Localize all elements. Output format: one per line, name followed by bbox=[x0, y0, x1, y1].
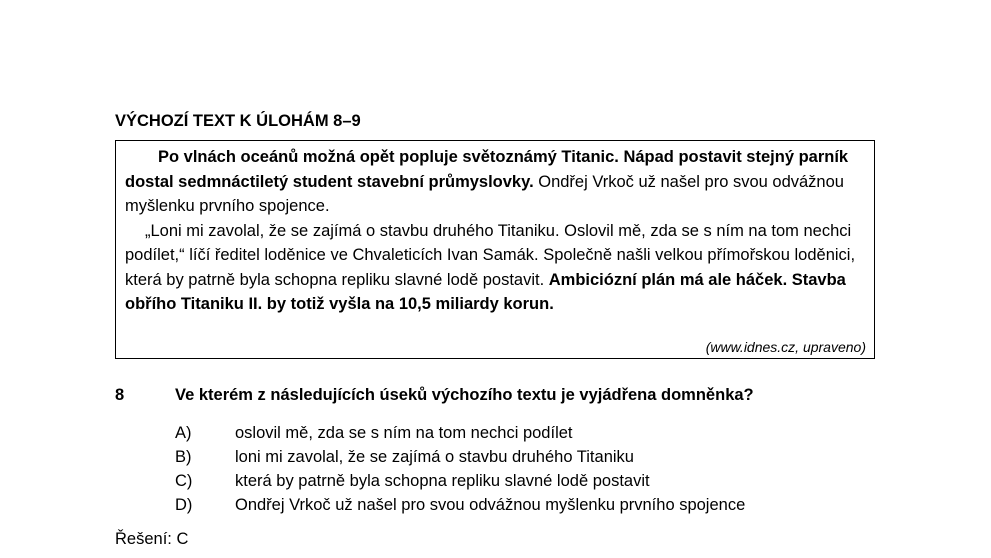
option-text: Ondřej Vrkoč už našel pro svou odvážnou myšlenku prvního spojence bbox=[235, 496, 746, 514]
option-text: která by patrně byla schopna repliku slavné lodě postavit bbox=[235, 472, 650, 490]
solution: Řešení: C bbox=[115, 530, 189, 548]
option-letter: C) bbox=[175, 472, 193, 490]
option-letter: A) bbox=[175, 424, 192, 442]
source-text-box bbox=[115, 140, 875, 359]
source-paragraph-1 bbox=[125, 145, 865, 219]
paragraph-1-bold: Po vlnách oceánů možná opět popluje světoznámý Titanic. Nápad postavit stejný parník dostal sedmnáctiletý student stavební průmyslovky. bbox=[125, 148, 849, 191]
option-letter: D) bbox=[175, 496, 193, 514]
question-text: Ve kterém z následujících úseků výchozího textu je vyjádřena domněnka? bbox=[175, 386, 754, 404]
option-text: loni mi zavolal, že se zajímá o stavbu druhého Titaniku bbox=[235, 448, 634, 466]
paragraph-2-bold: Ambiciózní plán má ale háček. Stavba obřího Titaniku II. by totiž vyšla na 10,5 miliardy korun. bbox=[125, 270, 846, 313]
option-letter: B) bbox=[175, 448, 192, 466]
paragraph-1-normal: Ondřej Vrkoč už našel pro svou odvážnou myšlenku prvního spojence. bbox=[125, 172, 844, 215]
section-heading: VÝCHOZÍ TEXT K ÚLOHÁM 8–9 bbox=[115, 112, 361, 130]
question-number: 8 bbox=[115, 386, 125, 404]
option-text: oslovil mě, zda se s ním na tom nechci podílet bbox=[235, 424, 573, 442]
paragraph-2-normal: „Loni mi zavolal, že se zajímá o stavbu druhého Titaniku. Oslovil mě, zda se s ním na tom nechci podílet,“ líčí ředitel loděnice ve Chvaleticích Ivan Samák. Společně našli velkou přímořskou loděnici, která by patrně byla schopna repliku slavné lodě postavit. bbox=[125, 221, 856, 289]
source-paragraph-2 bbox=[125, 219, 865, 317]
source-citation: (www.idnes.cz, upraveno) bbox=[705, 339, 866, 355]
